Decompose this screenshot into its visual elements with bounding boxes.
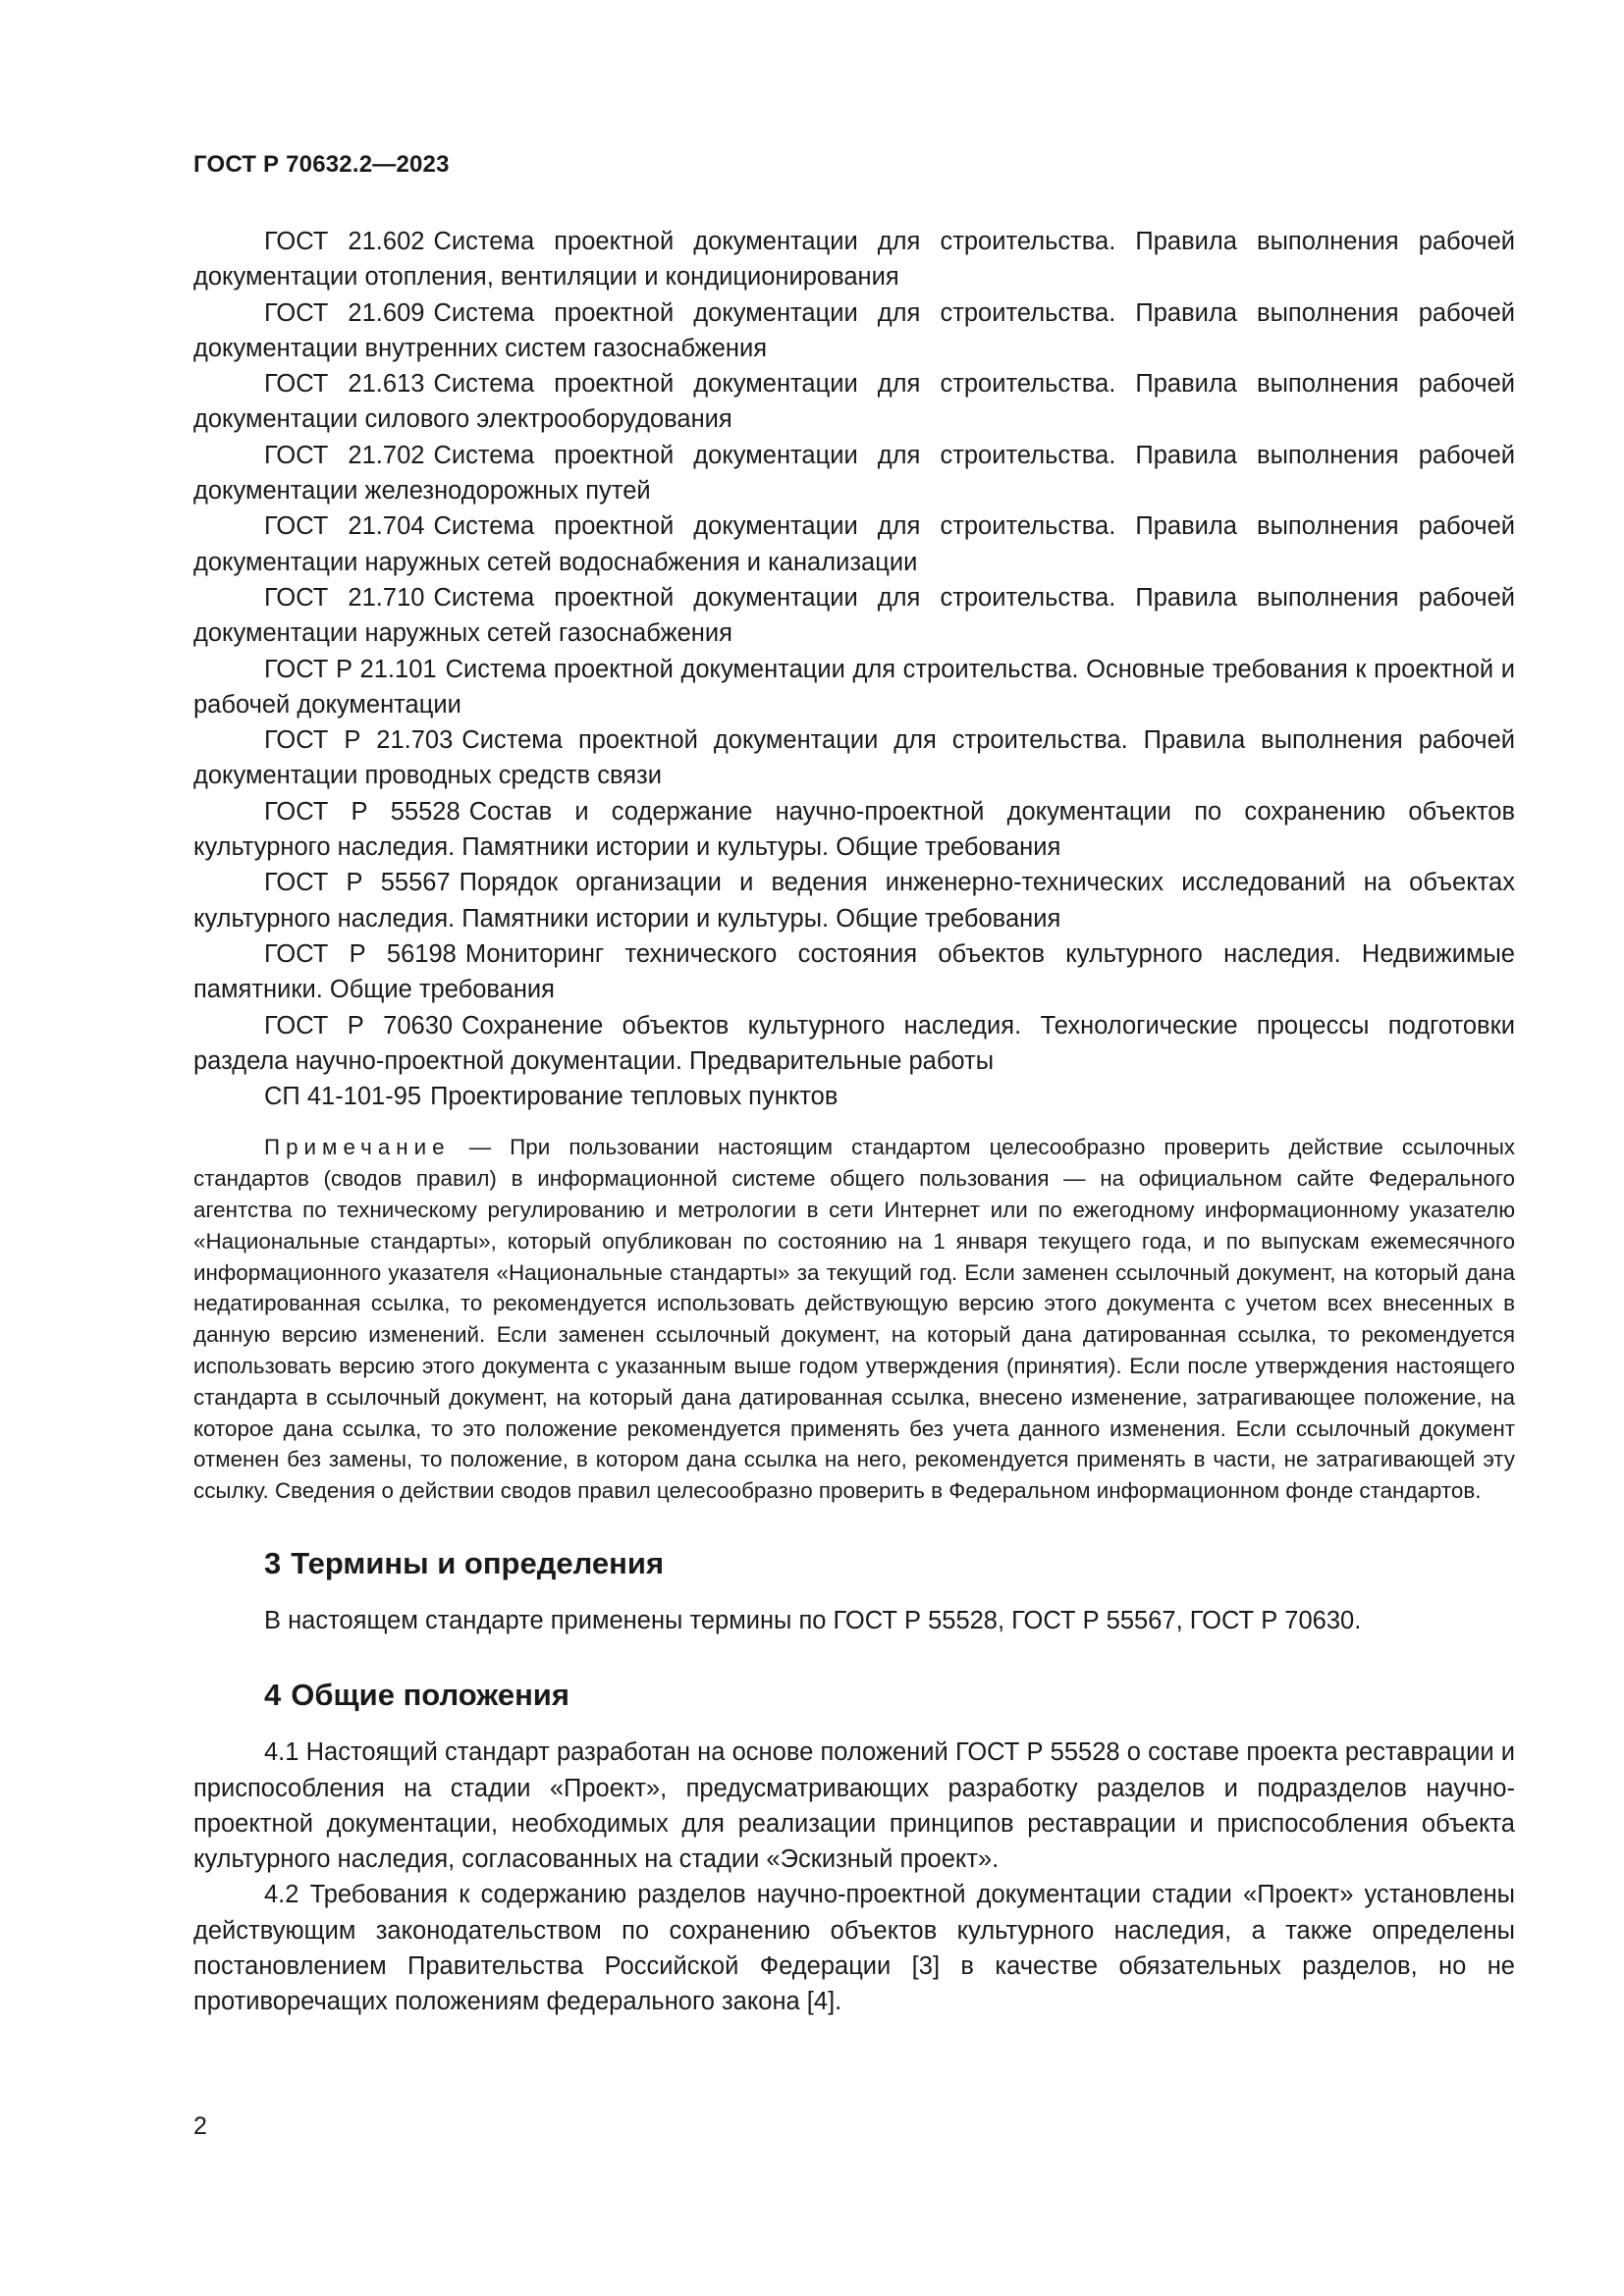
section-number: 3 bbox=[264, 1545, 282, 1580]
reference-title: Состав и содержание научно-проектной документации по сохранению объектов культурного наследия. Памятники истории и культуры. Общие требования bbox=[193, 797, 1516, 862]
section-3-paragraph: В настоящем стандарте применены термины по ГОСТ Р 55528, ГОСТ Р 55567, ГОСТ Р 70630. bbox=[264, 1606, 1362, 1634]
reference-item bbox=[193, 580, 1515, 652]
reference-item bbox=[193, 865, 1515, 936]
reference-title: Система проектной документации для строительства. Правила выполнения рабочей документации наружных сетей водоснабжения и канализации bbox=[193, 512, 1515, 576]
reference-item bbox=[193, 652, 1515, 723]
reference-item bbox=[193, 438, 1515, 509]
note-label: Примечание bbox=[264, 1135, 451, 1160]
reference-code: ГОСТ 21.710 bbox=[264, 583, 425, 612]
section-title-text: Термины и определения bbox=[291, 1545, 665, 1580]
reference-code: ГОСТ Р 55567 bbox=[264, 869, 451, 897]
reference-title: Система проектной документации для строительства. Правила выполнения рабочей документации железнодорожных путей bbox=[193, 441, 1515, 506]
reference-title: Система проектной документации для строительства. Правила выполнения рабочей документации силового электрооборудования bbox=[193, 370, 1515, 434]
reference-item bbox=[193, 224, 1515, 295]
reference-code: ГОСТ 21.609 bbox=[264, 298, 425, 327]
references-note bbox=[193, 1132, 1515, 1507]
reference-item bbox=[193, 1079, 1515, 1114]
page-content bbox=[193, 224, 1515, 2020]
reference-title: Сохранение объектов культурного наследия. Технологические процессы подготовки раздела научно-проектной документации. Предварительные работы bbox=[193, 1011, 1515, 1075]
reference-code: ГОСТ Р 55528 bbox=[264, 797, 460, 826]
document-code-header: ГОСТ Р 70632.2—2023 bbox=[193, 151, 450, 178]
reference-title: Порядок организации и ведения инженерно-технических исследований на объектах культурного наследия. Памятники истории и культуры. Общие требования bbox=[193, 869, 1515, 933]
section-title-text: Общие положения bbox=[291, 1678, 569, 1713]
reference-title: Система проектной документации для строительства. Правила выполнения рабочей документации наружных сетей газоснабжения bbox=[193, 583, 1515, 648]
reference-item bbox=[193, 295, 1515, 367]
section-4-heading bbox=[264, 1676, 1515, 1715]
reference-item bbox=[193, 722, 1515, 794]
note-text: — При пользовании настоящим стандартом целесообразно проверить действие ссылочных стандартов (сводов правил) в информационной системе общего пользования — на официальном сайте Федерального агентства по техническому регулированию и метрологии в сети Интернет или по ежегодному информационному указателю «Национальные стандарты», который опубликован по состоянию на 1 января текущего года, и по выпускам ежемесячного информационного указателя «Национальные стандарты» за текущий год. Если заменен ссылочный документ, на который дана недатированная ссылка, то рекомендуется использовать действующую версию этого документа с учетом всех внесенных в данную версию изменений. Если заменен ссылочный документ, на который дана датированная ссылка, то рекомендуется использовать версию этого документа с указанным выше годом утверждения (принятия). Если после утверждения настоящего стандарта в ссылочный документ, на который дана датированная ссылка, внесено изменение, затрагивающее положение, на которое дана ссылка, то это положение рекомендуется применять без учета данного изменения. Если ссылочный документ отменен без замены, то положение, в котором дана ссылка на него, рекомендуется применять в части, не затрагивающей эту ссылку. Сведения о действии сводов правил целесообразно проверить в Федеральном информационном фонде стандартов. bbox=[193, 1135, 1515, 1504]
reference-title: Система проектной документации для строительства. Правила выполнения рабочей документации проводных средств связи bbox=[193, 726, 1515, 790]
reference-title: Система проектной документации для строительства. Правила выполнения рабочей документации внутренних систем газоснабжения bbox=[193, 298, 1515, 362]
reference-code: ГОСТ 21.613 bbox=[264, 370, 425, 399]
reference-code: ГОСТ 21.702 bbox=[264, 441, 425, 469]
reference-item bbox=[193, 508, 1515, 580]
clause-4-2-paragraph: 4.2 Требования к содержанию разделов научно-проектной документации стадии «Проект» установлены действующим законодательством по сохранению объектов культурного наследия, а также определены постановлением Правительства Российской Федерации [3] в качестве обязательных разделов, но не противоречащих положениям федерального закона [4]. bbox=[193, 1881, 1515, 2016]
page-number: 2 bbox=[193, 2112, 207, 2140]
reference-code: СП 41-101-95 bbox=[264, 1083, 422, 1111]
reference-title: Система проектной документации для строительства. Основные требования к проектной и рабочей документации bbox=[193, 655, 1515, 719]
clause-4-1-paragraph: 4.1 Настоящий стандарт разработан на основе положений ГОСТ Р 55528 о составе проекта реставрации и приспособления на стадии «Проект», предусматривающих разработку разделов и подразделов научно-проектной документации, необходимых для реализации принципов реставрации и приспособления объекта культурного наследия, согласованных на стадии «Эскизный проект». bbox=[193, 1738, 1515, 1874]
reference-code: ГОСТ Р 21.101 bbox=[264, 655, 437, 683]
reference-code: ГОСТ Р 70630 bbox=[264, 1011, 454, 1040]
section-3-heading bbox=[264, 1544, 1515, 1583]
reference-title: Проектирование тепловых пунктов bbox=[430, 1083, 839, 1111]
reference-code: ГОСТ 21.704 bbox=[264, 512, 425, 541]
reference-code: ГОСТ 21.602 bbox=[264, 228, 425, 255]
reference-item bbox=[193, 936, 1515, 1008]
reference-item bbox=[193, 1008, 1515, 1080]
reference-title: Система проектной документации для строительства. Правила выполнения рабочей документации отопления, вентиляции и кондиционирования bbox=[193, 228, 1515, 292]
section-number: 4 bbox=[264, 1678, 282, 1713]
reference-item bbox=[193, 366, 1515, 438]
reference-title: Мониторинг технического состояния объектов культурного наследия. Недвижимые памятники. Общие требования bbox=[193, 939, 1515, 1004]
reference-item bbox=[193, 794, 1515, 866]
reference-code: ГОСТ Р 56198 bbox=[264, 939, 457, 968]
normative-references-list bbox=[193, 224, 1515, 1114]
reference-code: ГОСТ Р 21.703 bbox=[264, 726, 454, 755]
